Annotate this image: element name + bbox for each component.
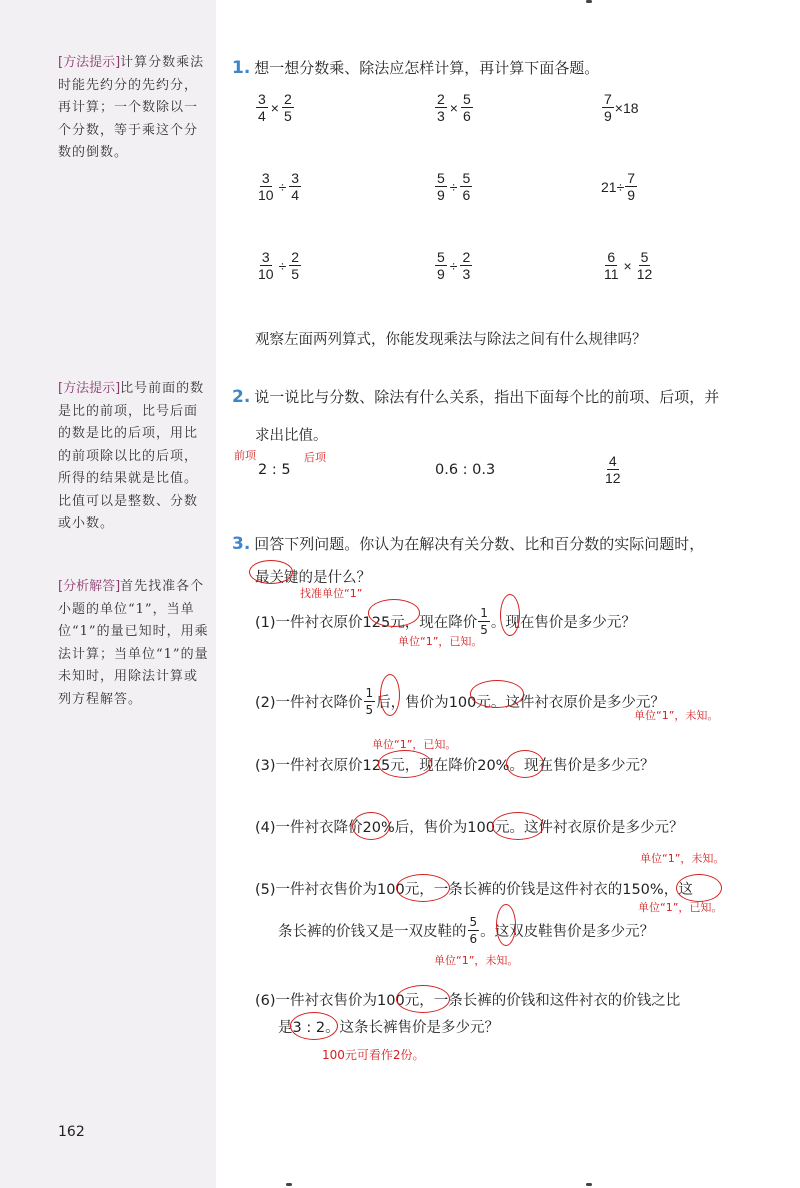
- ratio-1: 2 : 5: [258, 462, 291, 478]
- page-number: 162: [58, 1124, 85, 1140]
- circle-annotation: [396, 874, 450, 902]
- handwritten-key-note: 找准单位“1”: [300, 587, 363, 600]
- top-mark: [586, 0, 592, 3]
- expression-3a: $\frac{3}{10}$ ÷ $\frac{2}{5}$: [258, 249, 300, 282]
- sub-question-5-line2: 条长裤的价钱又是一双皮鞋的 $\frac{5}{6}$ 。这双皮鞋售价是多少元？: [278, 915, 655, 946]
- observe-prompt: 观察左面两列算式，你能发现乘法与除法之间有什么规律吗？: [255, 332, 647, 348]
- handwritten-note: 单位“1”，未知。: [634, 709, 719, 722]
- question-3-line2: 最关键的是什么？: [255, 570, 371, 586]
- question-number: 3.: [232, 534, 251, 554]
- sub-question-1: (1)一件衬衣原价 125元 ，现在降价 $\frac{1}{5}$ 。现在售价是多少元？: [255, 606, 636, 637]
- expression-1b: $\frac{2}{3}$ × $\frac{5}{6}$: [437, 91, 471, 124]
- bottom-mark: [586, 1183, 592, 1186]
- question-text: 想一想分数乘、除法应怎样计算，再计算下面各题。: [254, 59, 600, 77]
- sub-question-5-line1: (5)一件衬衣售价为100元，一条长裤的价钱是这件衬衣的150%，这: [255, 882, 693, 898]
- question-3-heading: [232, 533, 704, 554]
- analysis-tip: [58, 576, 210, 711]
- expression-1c: $\frac{7}{9}$ ×18: [604, 91, 639, 124]
- ratio-2: 0.6 : 0.3: [435, 462, 496, 478]
- tip-text: 比号前面的数是比的前项，比号后面的数是比的后项，用比的前项除以比的后项，所得的结果就是比值。比值可以是整数、分数或小数。: [58, 381, 205, 531]
- circle-annotation: [496, 904, 516, 946]
- handwritten-note: 单位“1”，已知。: [398, 635, 483, 648]
- sub-question-4: (4)一件衬衣降价20%后，售价为100元。这件衬衣原价是多少元？: [255, 820, 684, 836]
- tip-tag: [分析解答]: [58, 579, 121, 594]
- sub-question-3: (3)一件衬衣原价125元，现在降价20%。现在售价是多少元？: [255, 758, 655, 774]
- expression-2c: 21÷ $\frac{7}{9}$: [601, 170, 636, 203]
- handwritten-note: 100元可看作2份。: [322, 1048, 425, 1062]
- question-2-heading: [232, 386, 719, 407]
- handwritten-note: 单位“1”，已知。: [638, 901, 723, 914]
- question-text: 说一说比与分数、除法有什么关系，指出下面每个比的前项、后项，并: [254, 388, 720, 406]
- circle-annotation: [396, 985, 450, 1013]
- tip-tag: [方法提示]: [58, 55, 121, 70]
- circle-annotation: [290, 1012, 338, 1040]
- expression-1a: $\frac{3}{4}$ × $\frac{2}{5}$: [258, 91, 292, 124]
- handwritten-front-note: 前项: [234, 449, 256, 462]
- tip-text: 计算分数乘法时能先约分的先约分，再计算；一个数除以一个分数，等于乘这个分数的倒数。: [58, 55, 205, 160]
- circle-annotation: [352, 812, 390, 840]
- handwritten-note: 单位“1”，已知。: [372, 738, 457, 751]
- circle-annotation: [676, 874, 722, 902]
- expression-3c: $\frac{6}{11}$ × $\frac{5}{12}$: [604, 249, 653, 282]
- sub-question-2: (2)一件衬衣降价 $\frac{1}{5}$ 后，售价为 100元 。这件衬衣原价是多少元？: [255, 686, 665, 717]
- circle-annotation: [470, 680, 524, 708]
- method-tip-1: [58, 52, 210, 165]
- expression-2b: $\frac{5}{9}$ ÷ $\frac{5}{6}$: [437, 170, 471, 203]
- question-1-heading: [232, 57, 599, 78]
- tip-tag: [方法提示]: [58, 381, 121, 396]
- circle-annotation: [506, 750, 544, 778]
- ratio-3: $\frac{4}{12}$: [605, 453, 621, 486]
- handwritten-note: 单位“1”，未知。: [640, 852, 725, 865]
- method-tip-2: [58, 378, 210, 536]
- question-text: 回答下列问题。你认为在解决有关分数、比和百分数的实际问题时，: [254, 535, 705, 553]
- circle-annotation: [500, 594, 520, 636]
- bottom-mark: [286, 1183, 292, 1186]
- tip-text: 首先找准各个小题的单位“1”，当单位“1”的量已知时，用乘法计算；当单位“1”的量未知时，用除法计算或列方程解答。: [58, 579, 209, 707]
- handwritten-note: 单位“1”，未知。: [434, 954, 519, 967]
- sub-question-6-line2: 是3 : 2。这条长裤售价是多少元？: [278, 1020, 500, 1036]
- circle-annotation: [368, 599, 420, 627]
- expression-3b: $\frac{5}{9}$ ÷ $\frac{2}{3}$: [437, 249, 471, 282]
- circle-annotation: [492, 812, 544, 840]
- circle-annotation: [380, 674, 400, 716]
- handwritten-back-note: 后项: [304, 451, 326, 464]
- question-number: 2.: [232, 387, 251, 407]
- sub-question-6-line1: (6)一件衬衣售价为100元，一条长裤的价钱和这件衬衣的价钱之比: [255, 993, 681, 1009]
- expression-2a: $\frac{3}{10}$ ÷ $\frac{3}{4}$: [258, 170, 300, 203]
- circle-annotation: [249, 560, 293, 584]
- question-number: 1.: [232, 58, 251, 78]
- question-2-line2: 求出比值。: [255, 428, 328, 444]
- circle-annotation: [378, 750, 432, 778]
